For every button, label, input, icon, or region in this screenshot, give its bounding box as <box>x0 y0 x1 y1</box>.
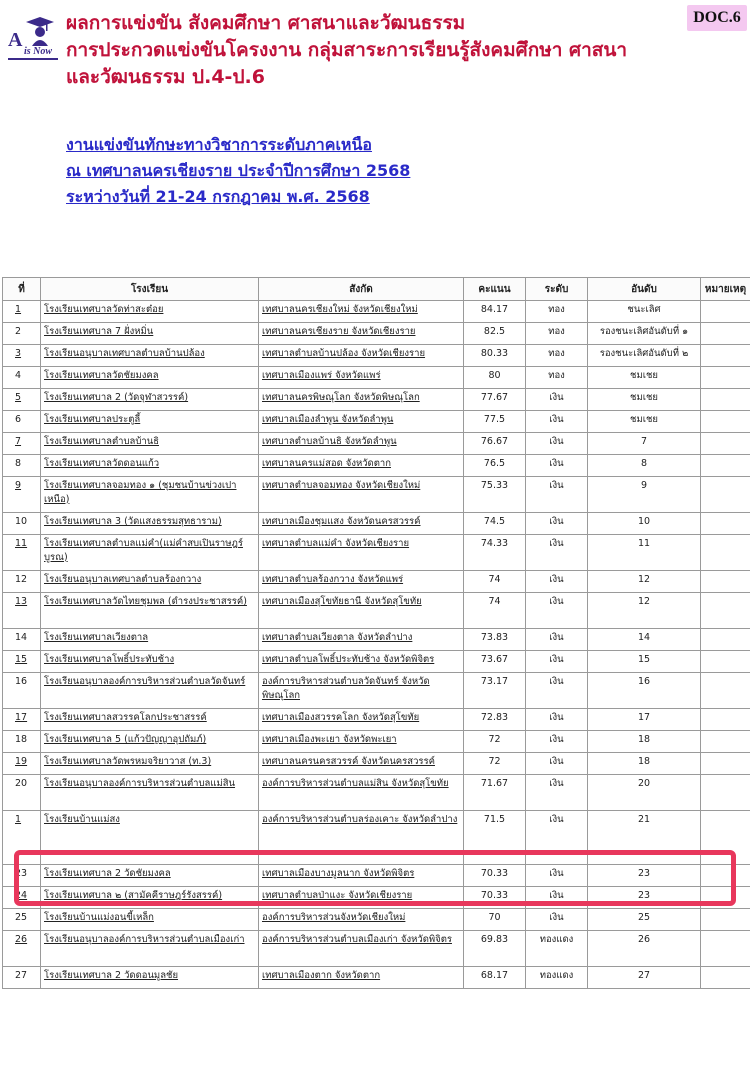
cell-level: เงิน <box>526 433 588 455</box>
cell-score: 77.5 <box>464 411 526 433</box>
cell-school: โรงเรียนเทศบาลวัดไทยชุมพล (ดำรงประชาสรรค์) <box>41 593 259 629</box>
cell-school: โรงเรียนเทศบาลตำบลบ้านธิ <box>41 433 259 455</box>
cell-level: เงิน <box>526 477 588 513</box>
cell-level: เงิน <box>526 389 588 411</box>
cell-level: เงิน <box>526 411 588 433</box>
cell-score: 75.33 <box>464 477 526 513</box>
cell-school: โรงเรียนเทศบาลโพธิ์ประทับช้าง <box>41 651 259 673</box>
event-line-1: งานแข่งขันทักษะทางวิชาการระดับภาคเหนือ <box>66 135 373 154</box>
cell-level: เงิน <box>526 513 588 535</box>
cell-school: โรงเรียนบ้านแม่สง <box>41 811 259 865</box>
cell-no: 8 <box>3 455 41 477</box>
event-line-2: ณ เทศบาลนครเชียงราย ประจำปีการศึกษา 2568 <box>66 161 411 180</box>
table-row <box>3 301 750 323</box>
cell-score: 68.17 <box>464 967 526 989</box>
title-line-1: ผลการแข่งขัน สังคมศึกษา ศาสนาและวัฒนธรรม <box>66 12 466 34</box>
cell-level: เงิน <box>526 811 588 865</box>
cell-no: 17 <box>3 709 41 731</box>
cell-school: โรงเรียนบ้านแม่งอนขี้เหล็ก <box>41 909 259 931</box>
cell-affiliation: เทศบาลนครพิษณุโลก จังหวัดพิษณุโลก <box>259 389 464 411</box>
cell-level: ทองแดง <box>526 967 588 989</box>
cell-school: โรงเรียนเทศบาล 5 (แก้วปัญญาอุปถัมภ์) <box>41 731 259 753</box>
table-row <box>3 323 750 345</box>
cell-affiliation: เทศบาลนครแม่สอด จังหวัดตาก <box>259 455 464 477</box>
logo-text: is Now <box>24 46 53 57</box>
table-row <box>3 411 750 433</box>
cell-affiliation: เทศบาลเมืองชุมแสง จังหวัดนครสวรรค์ <box>259 513 464 535</box>
cell-no: 13 <box>3 593 41 629</box>
cell-rank: ชมเชย <box>588 367 701 389</box>
cell-rank: 12 <box>588 571 701 593</box>
cell-no: 6 <box>3 411 41 433</box>
cell-no: 27 <box>3 967 41 989</box>
header-level: ระดับ <box>526 278 588 301</box>
cell-no: 26 <box>3 931 41 967</box>
cell-score: 74 <box>464 593 526 629</box>
cell-rank: 15 <box>588 651 701 673</box>
table-row <box>3 571 750 593</box>
results-table <box>2 277 750 989</box>
cell-rank: รองชนะเลิศอันดับที่ ๑ <box>588 323 701 345</box>
cell-note <box>701 455 750 477</box>
cell-rank: 14 <box>588 629 701 651</box>
table-row <box>3 593 750 629</box>
header-affiliation: สังกัด <box>259 278 464 301</box>
cell-no: 14 <box>3 629 41 651</box>
table-row <box>3 513 750 535</box>
cell-note <box>701 967 750 989</box>
cell-no: 4 <box>3 367 41 389</box>
table-row <box>3 477 750 513</box>
table-row <box>3 811 750 865</box>
cell-note <box>701 811 750 865</box>
cell-rank: 23 <box>588 887 701 909</box>
cell-no: 1 <box>3 811 41 865</box>
cell-note <box>701 887 750 909</box>
cell-school: โรงเรียนเทศบาลสวรรคโลกประชาสรรค์ <box>41 709 259 731</box>
cell-note <box>701 367 750 389</box>
cell-affiliation: เทศบาลเมืองลำพูน จังหวัดลำพูน <box>259 411 464 433</box>
header-school: โรงเรียน <box>41 278 259 301</box>
cell-affiliation: เทศบาลเมืองบางมูลนาก จังหวัดพิจิตร <box>259 865 464 887</box>
cell-level: เงิน <box>526 535 588 571</box>
cell-note <box>701 411 750 433</box>
cell-level: เงิน <box>526 455 588 477</box>
table-row <box>3 865 750 887</box>
cell-note <box>701 535 750 571</box>
cell-no: 12 <box>3 571 41 593</box>
cell-rank: 10 <box>588 513 701 535</box>
cell-score: 70.33 <box>464 887 526 909</box>
table-row <box>3 931 750 967</box>
cell-level: เงิน <box>526 673 588 709</box>
cell-affiliation: เทศบาลตำบลบ้านปล้อง จังหวัดเชียงราย <box>259 345 464 367</box>
table-row <box>3 967 750 989</box>
cell-level: ทอง <box>526 345 588 367</box>
cell-note <box>701 389 750 411</box>
cell-note <box>701 593 750 629</box>
cell-rank: 27 <box>588 967 701 989</box>
cell-rank: ชมเชย <box>588 389 701 411</box>
header-rank: อันดับ <box>588 278 701 301</box>
cell-school: โรงเรียนเทศบาลวัดท่าสะต๋อย <box>41 301 259 323</box>
cell-school: โรงเรียนเทศบาลจอมทอง ๑ (ชุมชนบ้านข่วงเปาเหนือ) <box>41 477 259 513</box>
cell-affiliation: เทศบาลตำบลบ้านธิ จังหวัดลำพูน <box>259 433 464 455</box>
table-row <box>3 753 750 775</box>
cell-score: 73.83 <box>464 629 526 651</box>
cell-no: 15 <box>3 651 41 673</box>
table-header-row <box>3 278 750 301</box>
header-note: หมายเหตุ <box>701 278 750 301</box>
cell-note <box>701 909 750 931</box>
cell-affiliation: เทศบาลตำบลโพธิ์ประทับช้าง จังหวัดพิจิตร <box>259 651 464 673</box>
cell-rank: 16 <box>588 673 701 709</box>
cell-level: เงิน <box>526 593 588 629</box>
cell-school: โรงเรียนเทศบาลประตูลี้ <box>41 411 259 433</box>
cell-rank: ชมเชย <box>588 411 701 433</box>
cell-rank: 12 <box>588 593 701 629</box>
title-line-3: และวัฒนธรรม ป.4-ป.6 <box>66 66 265 88</box>
cell-rank: 11 <box>588 535 701 571</box>
cell-level: ทอง <box>526 323 588 345</box>
cell-rank: 7 <box>588 433 701 455</box>
header-score: คะแนน <box>464 278 526 301</box>
cell-no: 7 <box>3 433 41 455</box>
cell-no: 11 <box>3 535 41 571</box>
cell-score: 71.67 <box>464 775 526 811</box>
cell-no: 18 <box>3 731 41 753</box>
doc-badge: DOC.6 <box>687 5 747 31</box>
cell-no: 20 <box>3 775 41 811</box>
cell-rank: 25 <box>588 909 701 931</box>
cell-level: เงิน <box>526 909 588 931</box>
cell-score: 70.33 <box>464 865 526 887</box>
cell-level: ทองแดง <box>526 931 588 967</box>
cell-note <box>701 673 750 709</box>
table-row <box>3 535 750 571</box>
cell-affiliation: เทศบาลนครเชียงใหม่ จังหวัดเชียงใหม่ <box>259 301 464 323</box>
cell-affiliation: เทศบาลตำบลแม่คำ จังหวัดเชียงราย <box>259 535 464 571</box>
cell-school: โรงเรียนเทศบาล ๒ (สามัคคีราษฎร์รังสรรค์) <box>41 887 259 909</box>
cell-affiliation: เทศบาลเมืองตาก จังหวัดตาก <box>259 967 464 989</box>
cell-rank: ชนะเลิศ <box>588 301 701 323</box>
cell-level: ทอง <box>526 301 588 323</box>
cell-no: 23 <box>3 865 41 887</box>
cell-score: 80 <box>464 367 526 389</box>
cell-school: โรงเรียนอนุบาลเทศบาลตำบลร้องกวาง <box>41 571 259 593</box>
cell-score: 70 <box>464 909 526 931</box>
cell-score: 74.5 <box>464 513 526 535</box>
cell-level: เงิน <box>526 775 588 811</box>
page-title <box>66 10 686 91</box>
results-body <box>3 301 750 989</box>
cell-no: 3 <box>3 345 41 367</box>
cell-school: โรงเรียนเทศบาลตำบลแม่คำ(แม่คำสบเปินราษฎร์บูรณ) <box>41 535 259 571</box>
event-line-3: ระหว่างวันที่ 21-24 กรกฎาคม พ.ศ. 2568 <box>66 187 370 206</box>
cell-score: 76.67 <box>464 433 526 455</box>
cell-score: 71.5 <box>464 811 526 865</box>
cell-score: 73.17 <box>464 673 526 709</box>
cell-level: ทอง <box>526 367 588 389</box>
cell-affiliation: องค์การบริหารส่วนตำบลวัดจันทร์ จังหวัดพิษณุโลก <box>259 673 464 709</box>
cell-score: 72 <box>464 731 526 753</box>
cell-rank: 8 <box>588 455 701 477</box>
cell-school: โรงเรียนเทศบาล 2 วัดดอนมูลชัย <box>41 967 259 989</box>
cell-rank: 20 <box>588 775 701 811</box>
cell-no: 10 <box>3 513 41 535</box>
cell-school: โรงเรียนเทศบาลเวียงตาล <box>41 629 259 651</box>
cell-rank: 21 <box>588 811 701 865</box>
cell-rank: 17 <box>588 709 701 731</box>
cell-school: โรงเรียนอนุบาลองค์การบริหารส่วนตำบลแม่สิน <box>41 775 259 811</box>
cell-level: เงิน <box>526 865 588 887</box>
header-no: ที่ <box>3 278 41 301</box>
table-row <box>3 345 750 367</box>
cell-note <box>701 345 750 367</box>
cell-affiliation: องค์การบริหารส่วนตำบลร่องเคาะ จังหวัดลำปาง <box>259 811 464 865</box>
cell-score: 80.33 <box>464 345 526 367</box>
cell-school: โรงเรียนเทศบาลวัดพรหมจริยาวาส (ท.3) <box>41 753 259 775</box>
title-line-2: การประกวดแข่งขันโครงงาน กลุ่มสาระการเรียนรู้สังคมศึกษา ศาสนา <box>66 39 628 61</box>
event-info <box>66 132 686 210</box>
cell-score: 77.67 <box>464 389 526 411</box>
cell-note <box>701 731 750 753</box>
cell-level: เงิน <box>526 887 588 909</box>
cell-no: 2 <box>3 323 41 345</box>
cell-note <box>701 709 750 731</box>
cell-affiliation: เทศบาลเมืองสุโขทัยธานี จังหวัดสุโขทัย <box>259 593 464 629</box>
cell-affiliation: องค์การบริหารส่วนตำบลแม่สิน จังหวัดสุโขทัย <box>259 775 464 811</box>
cell-note <box>701 865 750 887</box>
table-row <box>3 673 750 709</box>
cell-school: โรงเรียนเทศบาล 2 วัดชัยมงคล <box>41 865 259 887</box>
cell-no: 16 <box>3 673 41 709</box>
table-row <box>3 775 750 811</box>
cell-no: 25 <box>3 909 41 931</box>
cell-rank: 9 <box>588 477 701 513</box>
table-row <box>3 709 750 731</box>
cell-score: 82.5 <box>464 323 526 345</box>
cell-score: 74.33 <box>464 535 526 571</box>
cell-note <box>701 301 750 323</box>
cell-note <box>701 775 750 811</box>
cell-note <box>701 433 750 455</box>
cell-level: เงิน <box>526 709 588 731</box>
cell-score: 72.83 <box>464 709 526 731</box>
cell-note <box>701 651 750 673</box>
table-row <box>3 367 750 389</box>
cell-affiliation: องค์การบริหารส่วนจังหวัดเชียงใหม่ <box>259 909 464 931</box>
cell-affiliation: เทศบาลตำบลเวียงตาล จังหวัดลำปาง <box>259 629 464 651</box>
cell-affiliation: เทศบาลนครนครสวรรค์ จังหวัดนครสวรรค์ <box>259 753 464 775</box>
cell-level: เงิน <box>526 651 588 673</box>
table-row <box>3 455 750 477</box>
cell-rank: 18 <box>588 731 701 753</box>
cell-note <box>701 629 750 651</box>
cell-no: 9 <box>3 477 41 513</box>
table-row <box>3 909 750 931</box>
cell-level: เงิน <box>526 571 588 593</box>
cell-rank: 26 <box>588 931 701 967</box>
cell-score: 76.5 <box>464 455 526 477</box>
cell-score: 73.67 <box>464 651 526 673</box>
cell-note <box>701 477 750 513</box>
svg-text:A: A <box>8 29 23 51</box>
cell-no: 5 <box>3 389 41 411</box>
cell-score: 84.17 <box>464 301 526 323</box>
cell-affiliation: องค์การบริหารส่วนตำบลเมืองเก่า จังหวัดพิจิตร <box>259 931 464 967</box>
cell-school: โรงเรียนเทศบาล 3 (วัดแสงธรรมสุทธาราม) <box>41 513 259 535</box>
table-row <box>3 887 750 909</box>
cell-note <box>701 513 750 535</box>
cell-score: 74 <box>464 571 526 593</box>
cell-school: โรงเรียนเทศบาลวัดชัยมงคล <box>41 367 259 389</box>
cell-level: เงิน <box>526 731 588 753</box>
cell-rank: รองชนะเลิศอันดับที่ ๒ <box>588 345 701 367</box>
cell-affiliation: เทศบาลเมืองสวรรคโลก จังหวัดสุโขทัย <box>259 709 464 731</box>
cell-no: 24 <box>3 887 41 909</box>
cell-note <box>701 571 750 593</box>
cell-school: โรงเรียนเทศบาลวัดดอนแก้ว <box>41 455 259 477</box>
cell-school: โรงเรียนเทศบาล 2 (วัดจุฬาสวรรค์) <box>41 389 259 411</box>
table-row <box>3 389 750 411</box>
table-row <box>3 651 750 673</box>
cell-score: 72 <box>464 753 526 775</box>
cell-rank: 18 <box>588 753 701 775</box>
school-logo <box>6 16 60 64</box>
graduation-cap-icon <box>26 17 54 27</box>
cell-no: 19 <box>3 753 41 775</box>
cell-no: 1 <box>3 301 41 323</box>
cell-level: เงิน <box>526 629 588 651</box>
table-row <box>3 433 750 455</box>
cell-score: 69.83 <box>464 931 526 967</box>
cell-affiliation: เทศบาลตำบลจอมทอง จังหวัดเชียงใหม่ <box>259 477 464 513</box>
cell-affiliation: เทศบาลนครเชียงราย จังหวัดเชียงราย <box>259 323 464 345</box>
cell-affiliation: เทศบาลตำบลร้องกวาง จังหวัดแพร่ <box>259 571 464 593</box>
cell-affiliation: เทศบาลตำบลป่าแงะ จังหวัดเชียงราย <box>259 887 464 909</box>
cell-note <box>701 323 750 345</box>
cell-note <box>701 931 750 967</box>
cell-note <box>701 753 750 775</box>
cell-school: โรงเรียนอนุบาลองค์การบริหารส่วนตำบลเมืองเก่า <box>41 931 259 967</box>
table-row <box>3 731 750 753</box>
cell-school: โรงเรียนอนุบาลองค์การบริหารส่วนตำบลวัดจันทร์ <box>41 673 259 709</box>
cell-school: โรงเรียนเทศบาล 7 ฝั่งหมิ่น <box>41 323 259 345</box>
cell-level: เงิน <box>526 753 588 775</box>
cell-school: โรงเรียนอนุบาลเทศบาลตำบลบ้านปล้อง <box>41 345 259 367</box>
table-row <box>3 629 750 651</box>
cell-affiliation: เทศบาลเมืองพะเยา จังหวัดพะเยา <box>259 731 464 753</box>
cell-affiliation: เทศบาลเมืองแพร่ จังหวัดแพร่ <box>259 367 464 389</box>
cell-rank: 23 <box>588 865 701 887</box>
